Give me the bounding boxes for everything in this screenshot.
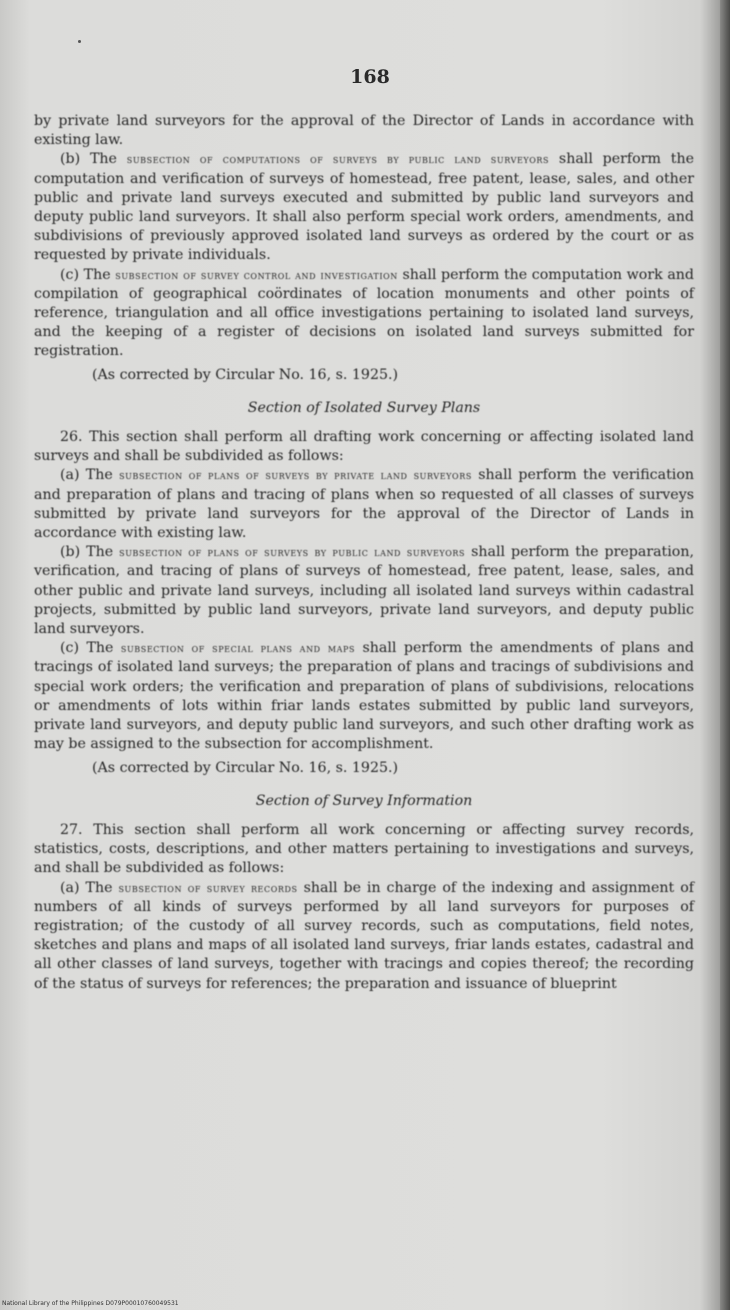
section-heading-survey-information: Section of Survey Information	[255, 792, 473, 809]
paragraph-b-public-plans: (b) The subsection of plans of surveys by public land surveyors shall perform the preparation, verification, and tracing of plans of surveys of homestead, free patent, lease, sales, and other public and private land surveys, including all isolated land surveys within cadastral projects, submitted by public land surveyors, private land surveyors, and deputy public land surveyors.	[34, 544, 694, 638]
correction-note: (As corrected by Circular No. 16, s. 1925.)	[92, 366, 399, 383]
page-number: 168	[350, 66, 390, 88]
page-edge-shadow	[720, 0, 730, 1310]
paragraph-27: 27. This section shall perform all work concerning or affecting survey records, statistics, costs, descriptions, and other matters pertaining to investigations and surveys, and shall be subdivided as follows:	[34, 821, 694, 877]
paragraph-b-computations: (b) The subsection of computations of surveys by public land surveyors shall perform the computation and verification of surveys of homestead, free patent, lease, sales, and other public and private land surveys executed and submitted by public land surveyors and deputy public land surveyors. It shall also perform special work orders, amendments, and subdivisions of previously approved isolated land surveys as ordered by the court or as requested by private individuals.	[34, 151, 694, 264]
paragraph-c-survey-control: (c) The subsection of survey control and investigation shall perform the computation work and compilation of geographical coördinates of location monuments and other points of reference, triangulation and all office investigations pertaining to isolated land surveys, and the keeping of a register of decisions on isolated land surveys submitted for registration.	[34, 266, 694, 360]
body-text	[34, 112, 694, 994]
section-heading-isolated-plans: Section of Isolated Survey Plans	[247, 399, 481, 416]
paragraph-a-survey-records: (a) The subsection of survey records shall be in charge of the indexing and assignment of numbers of all kinds of surveys performed by all land surveyors for purposes of registration; of the custody of all survey records, such as computations, field notes, sketches and plans and maps of all isolated land surveys, friar lands estates, cadastral and all other classes of land surveys, together with tracings and copies thereof; the recording of the status of surveys for references; the preparation and issuance of blueprint	[34, 879, 694, 992]
library-footer: National Library of the Philippines D079P00010760049531	[2, 1300, 179, 1307]
scan-speck	[78, 40, 81, 43]
paragraph-c-special-plans: (c) The subsection of special plans and maps shall perform the amendments of plans and tracings of isolated land surveys; the preparation of plans and tracings of subdivisions and special work orders; the verification and preparation of plans of subdivisions, relocations or amendments of lots within friar lands estates submitted by public land surveyors, private land surveyors, and deputy public land surveyors, and such other drafting work as may be assigned to the subsection for accomplishment.	[34, 640, 694, 753]
paragraph-26: 26. This section shall perform all drafting work concerning or affecting isolated land surveys and shall be subdivided as follows:	[34, 429, 694, 465]
paragraph-a-private-plans: (a) The subsection of plans of surveys by private land surveyors shall perform the verification and preparation of plans and tracing of plans when so requested of all classes of surveys submitted by private land surveyors for the approval of the Director of Lands in accordance with existing law.	[34, 467, 695, 542]
paragraph-continued: by private land surveyors for the approval of the Director of Lands in accordance with existing law.	[34, 113, 694, 149]
correction-note: (As corrected by Circular No. 16, s. 1925.)	[92, 759, 399, 776]
